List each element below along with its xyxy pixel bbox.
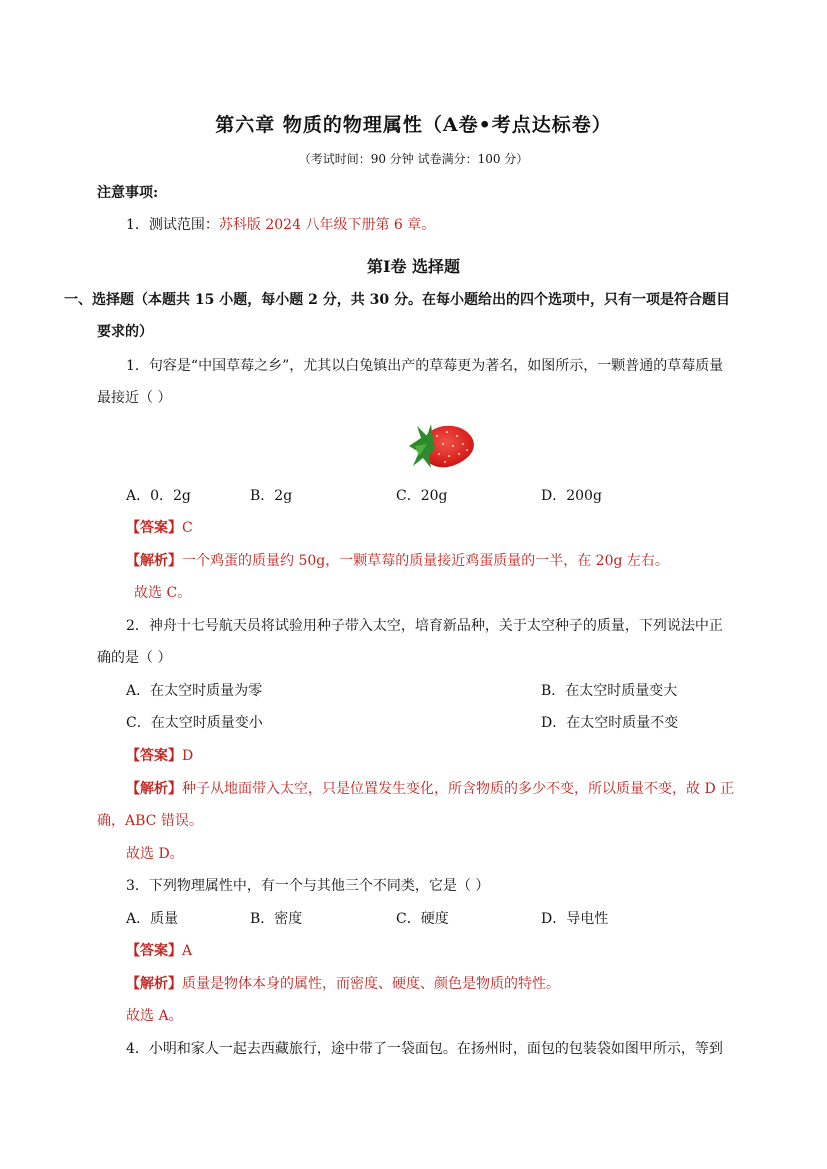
q2-stem-line1: 2．神舟十七号航天员将试验用种子带入太空，培育新品种，关于太空种子的质量，下列说法中正 [126,618,723,634]
q2-analysis-line1 [126,779,734,799]
q2-analysis-label: 【解析】 [126,781,182,797]
part1-heading-line1: 一、选择题（本题共 15 小题，每小题 2 分，共 30 分。在每小题给出的四个选项中，只有一项是符合题目 [64,292,730,308]
q1-analysis-text: 一个鸡蛋的质量约 50g，一颗草莓的质量接近鸡蛋质量的一半，在 20g 左右。 [182,553,669,569]
q2-analysis-line2: 确，ABC 错误。 [97,813,203,829]
notes-heading: 注意事项: [97,185,159,201]
q3-option-b: B．密度 [250,911,303,927]
q1-conclusion: 故选 C。 [134,585,192,601]
q3-option-c: C．硬度 [396,911,449,927]
q1-answer [126,518,193,538]
q2-stem-line2: 确的是（ ） [97,650,172,666]
q4-stem-line1: 4．小明和家人一起去西藏旅行，途中带了一袋面包。在扬州时，面包的包装袋如图甲所示，等到 [126,1041,723,1057]
q2-option-a: A．在太空时质量为零 [126,683,263,699]
q3-analysis-label: 【解析】 [126,976,182,992]
q1-stem-line2: 最接近（ ） [97,390,172,406]
q3-answer [126,941,192,961]
part1-heading-line2: 要求的） [97,324,153,340]
q1-stem-line1: 1．句容是“中国草莓之乡”，尤其以白兔镇出产的草莓更为著名，如图所示，一颗普通的草莓质量 [126,358,724,374]
q1-option-a: A．0．2g [126,488,191,504]
q3-answer-value: A [182,943,193,959]
q1-option-c: C．20g [396,488,448,504]
strawberry-image [405,418,477,472]
q1-answer-value: C [182,520,193,536]
q3-stem: 3．下列物理属性中，有一个与其他三个不同类，它是（ ） [126,878,490,894]
q2-answer [126,746,193,766]
q2-option-b: B．在太空时质量变大 [541,683,678,699]
q3-option-a: A．质量 [126,911,179,927]
q3-analysis-text: 质量是物体本身的属性，而密度、硬度、颜色是物质的特性。 [182,976,560,992]
q2-answer-label: 【答案】 [126,748,182,764]
q1-analysis-label: 【解析】 [126,553,182,569]
q3-conclusion: 故选 A。 [126,1008,183,1024]
q3-analysis [126,974,560,994]
q3-option-d: D．导电性 [541,911,609,927]
q2-answer-value: D [182,748,194,764]
q1-option-b: B．2g [250,488,293,504]
page-title: 第六章 物质的物理属性（A卷•考点达标卷） [215,114,612,136]
q2-option-c: C．在太空时质量变小 [126,715,263,731]
notes-item-1-prefix: 1．测试范围： [126,217,219,233]
q2-conclusion: 故选 D。 [126,846,184,862]
q2-option-d: D．在太空时质量不变 [541,715,679,731]
notes-item-1 [126,215,435,235]
q1-analysis [126,551,669,571]
q2-analysis-text-1: 种子从地面带入太空，只是位置发生变化，所含物质的多少不变，所以质量不变，故 D 正 [182,781,735,797]
exam-info: （考试时间：90 分钟 试卷满分：100 分） [298,152,529,166]
q1-answer-label: 【答案】 [126,520,182,536]
test-scope: 苏科版 2024 八年级下册第 6 章。 [218,217,436,233]
section-title: 第I卷 选择题 [366,257,461,276]
q3-answer-label: 【答案】 [126,943,182,959]
q1-option-d: D．200g [541,488,602,504]
